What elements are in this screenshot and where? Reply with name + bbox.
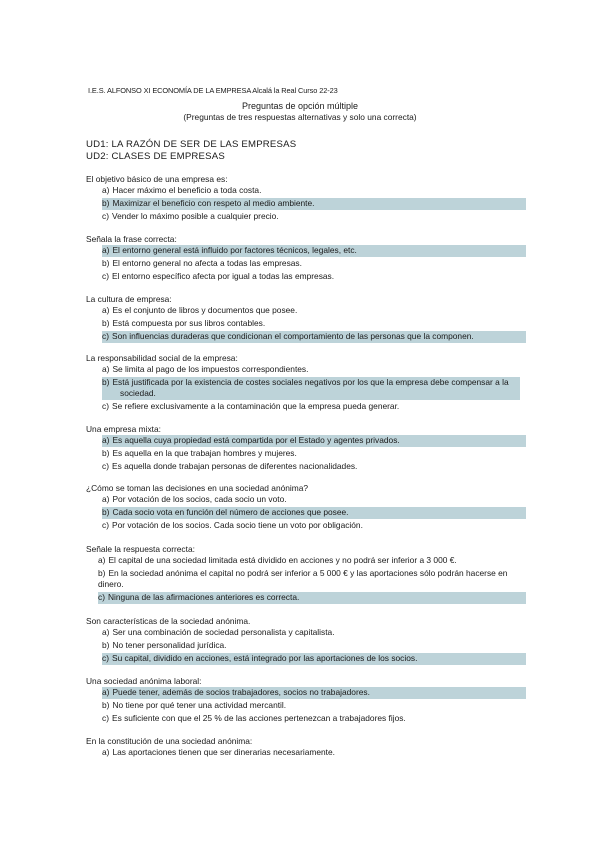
question: [86, 293, 526, 343]
option-text: Son influencias duraderas que condicionan el comportamiento de las personas que la componen.: [111, 331, 474, 341]
option-text: Ser una combinación de sociedad personalista y capitalista.: [112, 627, 335, 637]
question: [86, 233, 526, 283]
option-list: [86, 305, 526, 343]
document-title: [0, 101, 600, 123]
option-text: Es aquella donde trabajan personas de diferentes nacionalidades.: [111, 461, 358, 471]
option-text: Ninguna de las afirmaciones anteriores es correcta.: [107, 592, 300, 602]
option-letter: b): [102, 377, 110, 387]
option-highlighted: [102, 198, 526, 210]
option-list: [86, 687, 526, 725]
title-subtitle: (Preguntas de tres respuestas alternativas y solo una correcta): [183, 112, 417, 122]
option-list: [86, 185, 526, 223]
option-text: El entorno específico afecta por igual a todas las empresas.: [111, 271, 335, 281]
question-text: La responsabilidad social de la empresa:: [86, 353, 238, 363]
option-letter: c): [102, 331, 109, 341]
question-text: ¿Cómo se toman las decisiones en una sociedad anónima?: [86, 483, 309, 493]
question: [86, 735, 526, 759]
question-text: La cultura de empresa:: [86, 294, 172, 304]
option-highlighted: [102, 331, 526, 343]
option-letter: b): [102, 318, 110, 328]
question-text: Son características de la sociedad anónima.: [86, 616, 251, 626]
option-text: Se refiere exclusivamente a la contaminación que la empresa pueda generar.: [111, 401, 400, 411]
option-text: El entorno general está influido por factores técnicos, legales, etc.: [112, 245, 357, 255]
option: [102, 211, 526, 223]
option-highlighted: [102, 653, 526, 665]
option-text-continuation: sociedad.: [120, 388, 156, 398]
option-text: En la sociedad anónima el capital no podrá ser inferior a 5 000 € y las aportaciones sólo podrán hacerse en: [108, 568, 508, 578]
option: [102, 364, 526, 376]
option-text-continuation: dinero.: [98, 579, 124, 589]
option-highlighted: [102, 687, 526, 699]
option-text: Está compuesta por sus libros contables.: [112, 318, 266, 328]
option-letter: a): [102, 627, 110, 637]
option: [102, 271, 526, 283]
option-text: El capital de una sociedad limitada está dividido en acciones y no podrá ser inferior a 3 000 €.: [108, 555, 457, 565]
question: [86, 675, 526, 725]
option-list: [86, 747, 526, 759]
option-letter: c): [102, 520, 109, 530]
option-letter: b): [102, 640, 110, 650]
question-text: El objetivo básico de una empresa es:: [86, 174, 228, 184]
option-letter: c): [102, 211, 109, 221]
option-letter: a): [102, 687, 110, 697]
option-letter: b): [98, 568, 106, 578]
option-highlighted: [98, 592, 526, 604]
option-letter: a): [102, 747, 110, 757]
option-letter: a): [102, 185, 110, 195]
question-text: Una empresa mixta:: [86, 424, 161, 434]
option: [102, 258, 526, 270]
option: [102, 713, 526, 725]
option: [102, 627, 526, 639]
question: [86, 352, 526, 413]
option-text: No tiene por qué tener una actividad mercantil.: [112, 700, 287, 710]
option-letter: a): [102, 305, 110, 315]
option: [102, 401, 526, 413]
option-letter: a): [102, 245, 110, 255]
option: [98, 568, 516, 591]
option-text: Está justificada por la existencia de costes sociales negativos por los que la empresa debe compensar a la: [112, 377, 509, 387]
option-text: Hacer máximo el beneficio a toda costa.: [112, 185, 262, 195]
option-text: Es el conjunto de libros y documentos que posee.: [112, 305, 298, 315]
unit-heading: UD2: CLASES DE EMPRESAS: [86, 151, 225, 162]
option: [102, 318, 526, 330]
option-text: Es aquella cuya propiedad está compartida por el Estado y agentes privados.: [112, 435, 400, 445]
unit-heading: UD1: LA RAZÓN DE SER DE LAS EMPRESAS: [86, 139, 297, 150]
option-letter: a): [102, 494, 110, 504]
option: [102, 185, 526, 197]
option-letter: c): [102, 713, 109, 723]
option-list: [86, 555, 526, 604]
option: [102, 640, 526, 652]
option-text: Las aportaciones tienen que ser dinerarias necesariamente.: [112, 747, 335, 757]
option-letter: a): [98, 555, 106, 565]
option-letter: a): [102, 435, 110, 445]
option-letter: c): [102, 461, 109, 471]
option-list: [86, 627, 526, 665]
question-text: Señale la respuesta correcta:: [86, 544, 195, 554]
option-text: Puede tener, además de socios trabajadores, socios no trabajadores.: [112, 687, 370, 697]
option-text: Es suficiente con que el 25 % de las acciones pertenezcan a trabajadores fijos.: [111, 713, 406, 723]
option-text: Vender lo máximo posible a cualquier precio.: [111, 211, 279, 221]
option-list: [86, 245, 526, 283]
option-letter: c): [102, 401, 109, 411]
option-letter: c): [98, 592, 105, 602]
option-text: Por votación de los socios. Cada socio tiene un voto por obligación.: [111, 520, 363, 530]
option: [102, 747, 526, 759]
option-highlighted: [102, 377, 520, 400]
option: [102, 700, 526, 712]
option-text: Es aquella en la que trabajan hombres y mujeres.: [112, 448, 297, 458]
option-list: [86, 364, 526, 413]
option: [102, 520, 526, 532]
option-text: Por votación de los socios, cada socio un voto.: [112, 494, 287, 504]
option-list: [86, 494, 526, 532]
title-main: Preguntas de opción múltiple: [241, 101, 359, 111]
question-text: En la constitución de una sociedad anónima:: [86, 736, 253, 746]
option: [102, 305, 526, 317]
option-text: Su capital, dividido en acciones, está integrado por las aportaciones de los socios.: [111, 653, 418, 663]
option-letter: b): [102, 700, 110, 710]
question: [86, 423, 526, 473]
option-text: Cada socio vota en función del número de acciones que posee.: [112, 507, 349, 517]
question: [86, 173, 526, 223]
option-letter: a): [102, 364, 110, 374]
option-highlighted: [102, 507, 526, 519]
option-letter: b): [102, 198, 110, 208]
option-letter: c): [102, 271, 109, 281]
option-text: Maximizar el beneficio con respeto al medio ambiente.: [112, 198, 315, 208]
question: [86, 543, 526, 604]
document-header: I.E.S. ALFONSO XI ECONOMÍA DE LA EMPRESA Alcalá la Real Curso 22-23: [88, 86, 338, 95]
option: [102, 448, 526, 460]
question: [86, 615, 526, 665]
option-text: El entorno general no afecta a todas las empresas.: [112, 258, 302, 268]
question-text: Una sociedad anónima laboral:: [86, 676, 202, 686]
unit-list: [86, 139, 296, 163]
option: [102, 494, 526, 506]
option-letter: c): [102, 653, 109, 663]
option-text: Se limita al pago de los impuestos correspondientes.: [112, 364, 309, 374]
option: [98, 555, 526, 567]
option-text: No tener personalidad jurídica.: [112, 640, 227, 650]
option-letter: b): [102, 258, 110, 268]
question: [86, 482, 526, 532]
option-letter: b): [102, 448, 110, 458]
question-text: Señala la frase correcta:: [86, 234, 177, 244]
option-highlighted: [102, 435, 526, 447]
option-letter: b): [102, 507, 110, 517]
option-highlighted: [102, 245, 526, 257]
option: [102, 461, 526, 473]
option-list: [86, 435, 526, 473]
